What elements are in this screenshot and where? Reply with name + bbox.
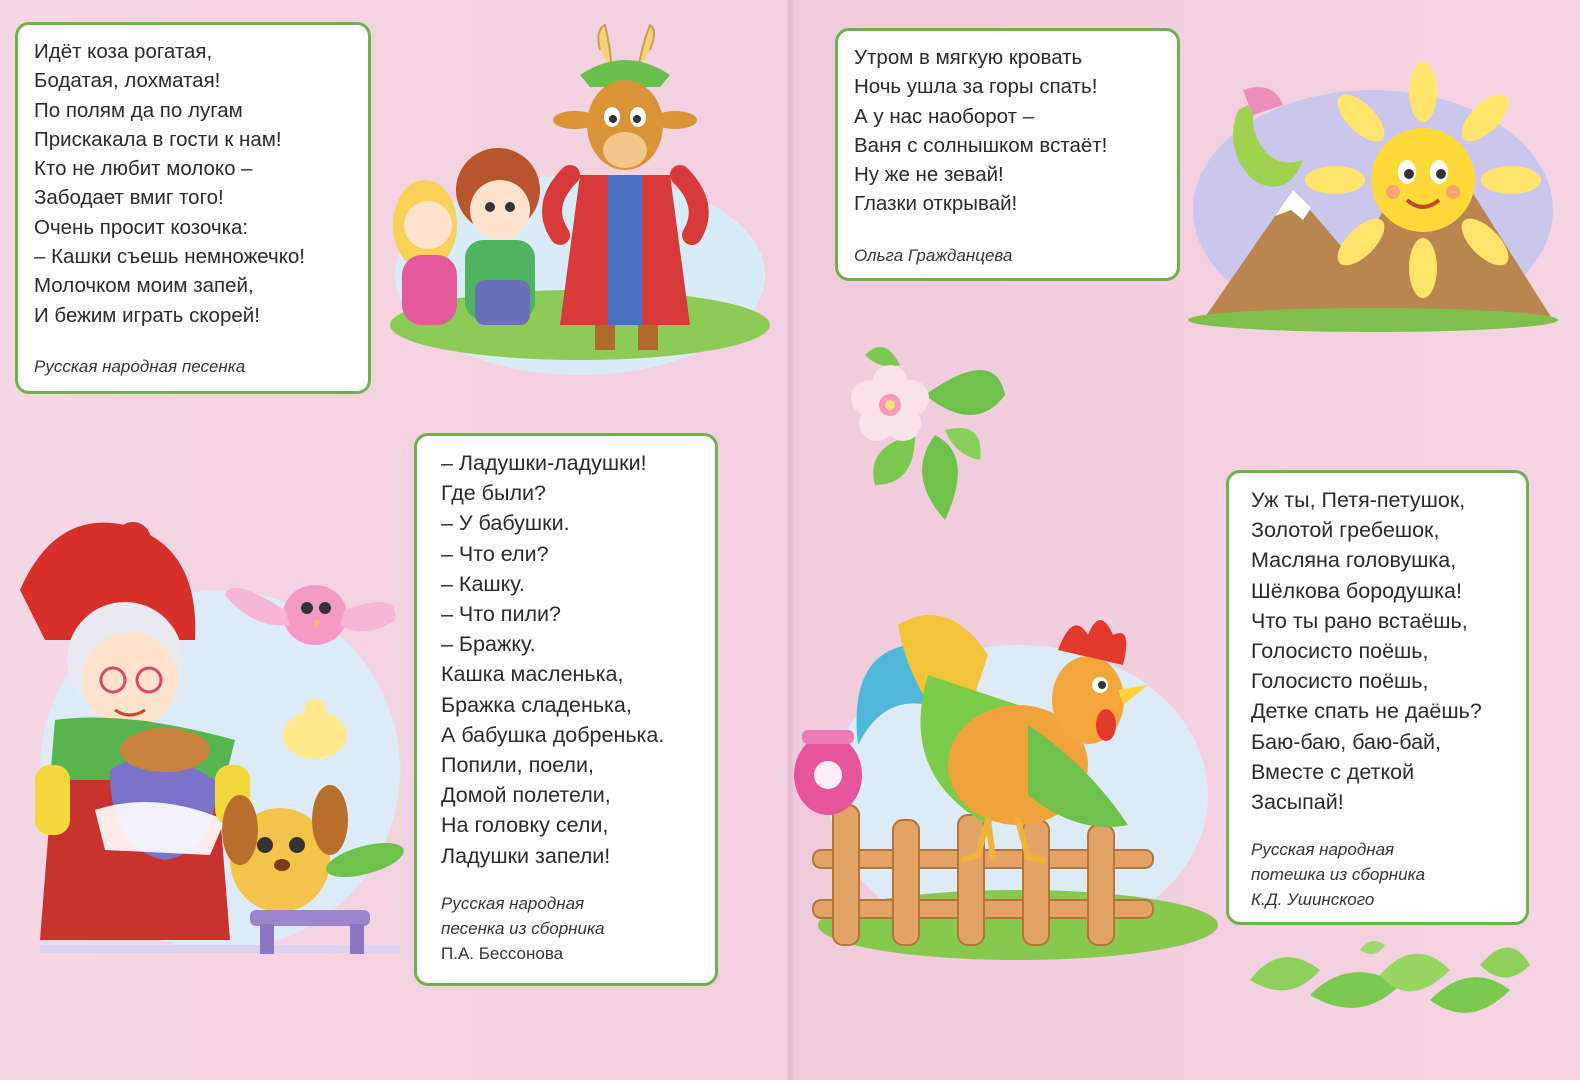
poem-line: По полям да по лугам <box>34 98 243 122</box>
poem-line: Золотой гребешок, <box>1251 518 1440 543</box>
flower-icon <box>845 335 1010 525</box>
poem-line: Ночь ушла за горы спать! <box>854 75 1098 99</box>
poem-line: – Что пили? <box>441 602 561 627</box>
poem-line: – Бражку. <box>441 632 536 657</box>
poem-line: Шёлкова бородушка! <box>1251 578 1462 603</box>
poem-line: Глазки открывай! <box>854 192 1018 216</box>
poem-line: Ваня с солнышком встаёт! <box>854 133 1108 157</box>
poem-line: Засыпай! <box>1251 790 1344 815</box>
poem-line: Бражка сладенька, <box>441 692 632 717</box>
poem-card-goat <box>15 22 371 394</box>
poem-line: Попили, поели, <box>441 753 594 778</box>
poem-line: Очень просит козочка: <box>34 215 249 239</box>
poem-line: Голосисто поёшь, <box>1251 669 1429 694</box>
grandma-bird-puppy-illustration <box>15 520 410 960</box>
poem-line: А у нас наоборот – <box>854 104 1035 128</box>
poem-line: Где были? <box>441 481 546 506</box>
poem-text <box>1251 485 1510 817</box>
poem-author: потешка из сборника <box>1251 865 1426 885</box>
poem-line: Ну же не зевай! <box>854 163 1004 187</box>
poem-line: – Что ели? <box>441 541 549 566</box>
poem-line: Бодатая, лохматая! <box>34 69 221 93</box>
poem-line: Кашка масленька, <box>441 662 624 687</box>
poem-line: – У бабушки. <box>441 511 570 536</box>
poem-line: Вместе с деткой <box>1251 759 1415 784</box>
poem-line: Забодает вмиг того! <box>34 186 224 210</box>
poem-author: Русская народная <box>441 893 585 913</box>
poem-author: Русская народная песенка <box>34 356 246 376</box>
poem-line: А бабушка добренька. <box>441 722 665 747</box>
poem-author: К.Д. Ушинского <box>1251 890 1375 910</box>
poem-line: Что ты рано встаёшь, <box>1251 608 1468 633</box>
poem-line: Молочком моим запей, <box>34 274 254 298</box>
poem-author: Русская народная <box>1251 840 1395 860</box>
poem-line: – Кашки съешь немножечко! <box>34 245 306 269</box>
leaves-icon <box>1240 935 1540 1035</box>
poem-text <box>441 448 699 871</box>
poem-line: Баю-баю, баю-бай, <box>1251 729 1442 754</box>
rooster-on-fence-illustration <box>788 595 1208 965</box>
poem-line: Ладушки запели! <box>441 843 611 868</box>
poem-text <box>34 37 352 330</box>
poem-line: Утром в мягкую кровать <box>854 46 1083 69</box>
poem-line: Голосисто поёшь, <box>1251 639 1429 664</box>
poem-line: – Кашку. <box>441 571 525 596</box>
poem-line: На головку сели, <box>441 813 609 838</box>
poem-author: песенка из сборника <box>441 918 605 938</box>
poem-line: Уж ты, Петя-петушок, <box>1251 488 1466 512</box>
poem-line: – Ладушки-ладушки! <box>441 451 647 475</box>
poem-text <box>854 43 1161 219</box>
poem-line: Детке спать не даёшь? <box>1251 699 1482 724</box>
poem-line: Кто не любит молоко – <box>34 157 253 181</box>
goat-and-children-illustration <box>380 25 775 365</box>
poem-card-morning <box>835 28 1180 281</box>
sun-over-mountains-illustration <box>1183 70 1568 330</box>
poem-card-rooster <box>1226 470 1529 925</box>
poem-line: Домой полетели, <box>441 783 611 808</box>
poem-author: Ольга Гражданцева <box>854 245 1013 265</box>
poem-line: Прискакала в гости к нам! <box>34 127 282 151</box>
poem-line: Идёт коза рогатая, <box>34 40 213 63</box>
poem-line: И бежим играть скорей! <box>34 303 260 327</box>
poem-author: П.А. Бессонова <box>441 943 564 963</box>
poem-card-ladushki <box>414 433 718 986</box>
poem-line: Масляна головушка, <box>1251 548 1457 573</box>
